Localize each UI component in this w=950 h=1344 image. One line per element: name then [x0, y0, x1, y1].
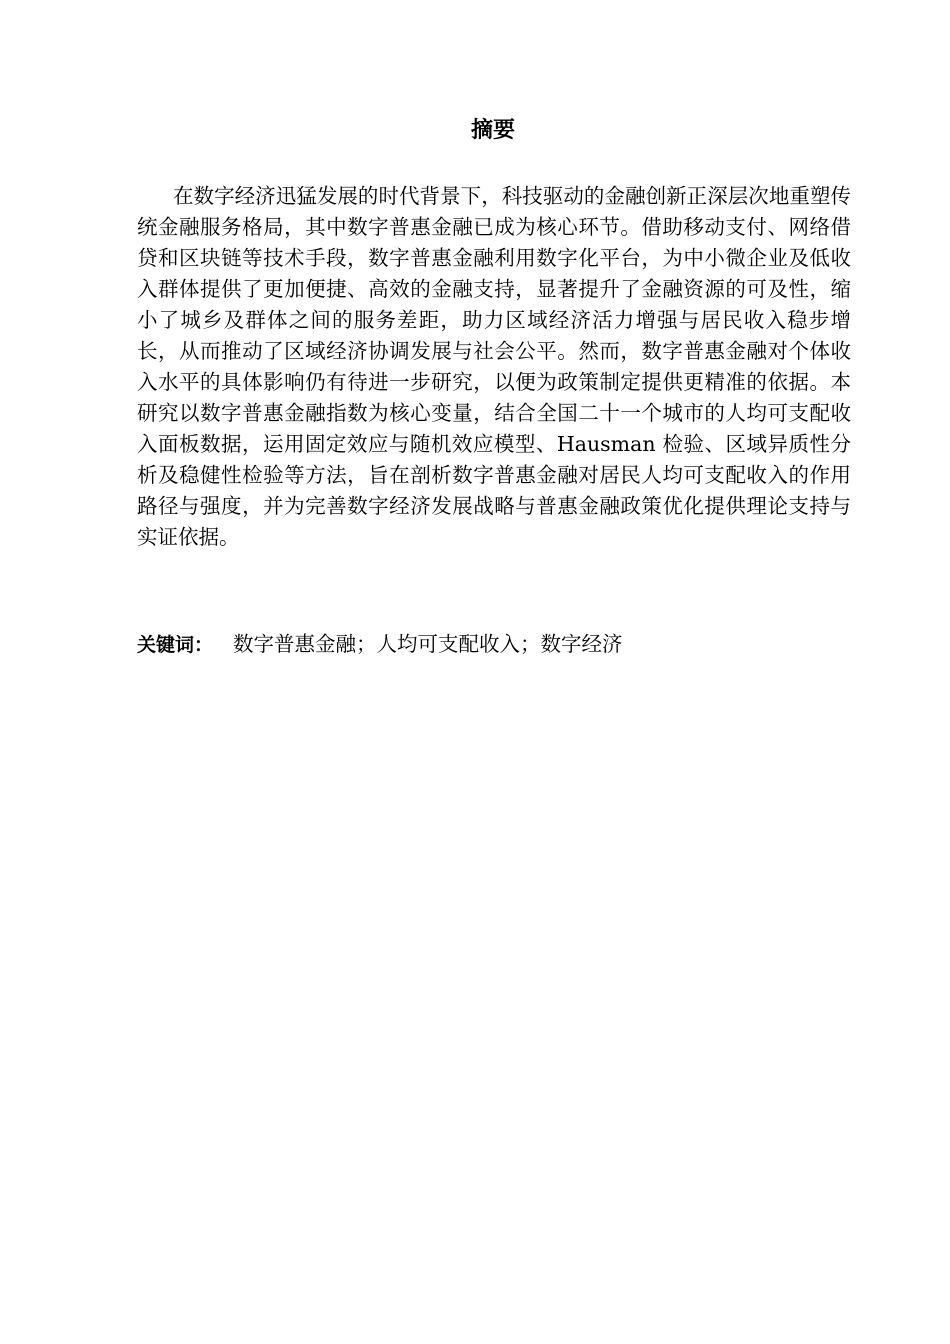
abstract-body: 在数字经济迅猛发展的时代背景下，科技驱动的金融创新正深层次地重塑传统金融服务格局，其中数字普惠金融已成为核心环节。借助移动支付、网络借贷和区块链等技术手段，数字普惠金融利用数字化平台，为中小微企业及低收入群体提供了更加便捷、高效的金融支持，显著提升了金融资源的可及性，缩小了城乡及群体之间的服务差距，助力区域经济活力增强与居民收入稳步增长，从而推动了区域经济协调发展与社会公平。然而，数字普惠金融对个体收入水平的具体影响仍有待进一步研究，以便为政策制定提供更精准的依据。本研究以数字普惠金融指数为核心变量，结合全国二十一个城市的人均可支配收入面板数据，运用固定效应与随机效应模型、Hausman 检验、区域异质性分析及稳健性检验等方法，旨在剖析数字普惠金融对居民人均可支配收入的作用路径与强度，并为完善数字经济发展战略与普惠金融政策优化提供理论支持与实证依据。: [137, 184, 851, 549]
keywords-label: 关键词：: [137, 634, 214, 656]
keywords-line: [137, 629, 851, 661]
abstract-title: 摘要: [470, 118, 515, 143]
keywords-value: 数字普惠金融；人均可支配收入；数字经济: [233, 632, 623, 656]
